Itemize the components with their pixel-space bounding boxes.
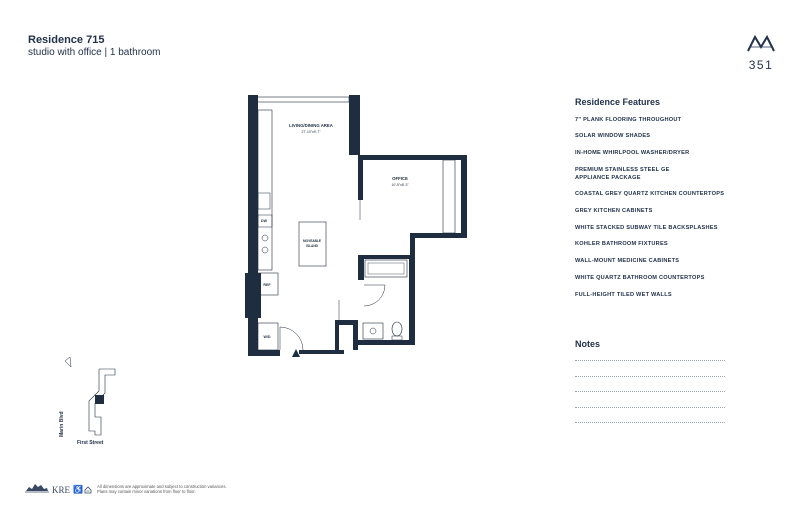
accessibility-icon: ♿	[73, 485, 83, 494]
features-title: Residence Features	[575, 97, 661, 107]
site-plan	[55, 355, 135, 450]
note-line[interactable]	[575, 407, 725, 408]
feature-item: WHITE QUARTZ BATHROOM COUNTERTOPS	[575, 275, 705, 281]
feature-item: COASTAL GREY QUARTZ KITCHEN COUNTERTOPS	[575, 191, 725, 197]
mountain-m-logo-icon	[747, 34, 775, 52]
feature-item: WHITE STACKED SUBWAY TILE BACKSPLASHES	[575, 225, 718, 231]
street-marin: Marin Blvd	[59, 411, 65, 437]
disclaimer-line-2: Plans may contain minor variations from floor to floor.	[97, 489, 196, 494]
island-label-2: ISLAND	[306, 244, 318, 248]
feature-item: SOLAR WINDOW SHADES	[575, 133, 651, 139]
wall-left-thick	[245, 273, 261, 318]
street-first: First Street	[77, 440, 104, 446]
feature-item: WALL-MOUNT MEDICINE CABINETS	[575, 258, 680, 264]
island-label-1: MOVEABLE	[302, 239, 322, 243]
kre-logo: KRE	[52, 485, 70, 495]
equal-housing-icon	[84, 486, 92, 494]
north-arrow-icon	[65, 357, 71, 367]
feature-item: KOHLER BATHROOM FIXTURES	[575, 241, 668, 247]
feature-item: 7" PLANK FLOORING THROUGHOUT	[575, 117, 682, 123]
note-line[interactable]	[575, 376, 725, 377]
residence-subtitle: studio with office | 1 bathroom	[28, 47, 161, 58]
feature-item: IN-HOME WHIRLPOOL WASHER/DRYER	[575, 150, 690, 156]
disclaimer-line-1: All dimensions are approximate and subject to construction variances.	[97, 484, 227, 489]
office-label: OFFICE	[392, 176, 408, 181]
ref-label: REF	[263, 283, 271, 287]
wall-top-right-column	[349, 95, 360, 155]
entry-arrow-icon	[292, 349, 300, 357]
floor-plan	[245, 95, 475, 360]
feature-item: FULL-HEIGHT TILED WET WALLS	[575, 292, 672, 298]
feature-item: GREY KITCHEN CABINETS	[575, 208, 653, 214]
dw-label: DW	[261, 219, 267, 223]
living-area-dim: 27'-10"x9'-7"	[301, 130, 321, 134]
note-line[interactable]	[575, 360, 725, 361]
residence-title: Residence 715	[28, 34, 105, 46]
note-line[interactable]	[575, 422, 725, 423]
living-area-label: LIVING/DINING AREA	[289, 123, 333, 128]
disclaimer	[97, 484, 247, 494]
note-line[interactable]	[575, 391, 725, 392]
brand-logo	[745, 34, 777, 78]
feature-item: PREMIUM STAINLESS STEEL GE APPLIANCE PACKAGE	[575, 167, 670, 181]
unit-marker	[95, 395, 104, 404]
wd-label: W/D	[263, 335, 271, 339]
notes-title: Notes	[575, 339, 601, 349]
logo-number: 351	[748, 58, 774, 72]
office-dim: 10'-5"x8'-3"	[391, 183, 409, 187]
building-logo-icon	[25, 481, 49, 493]
